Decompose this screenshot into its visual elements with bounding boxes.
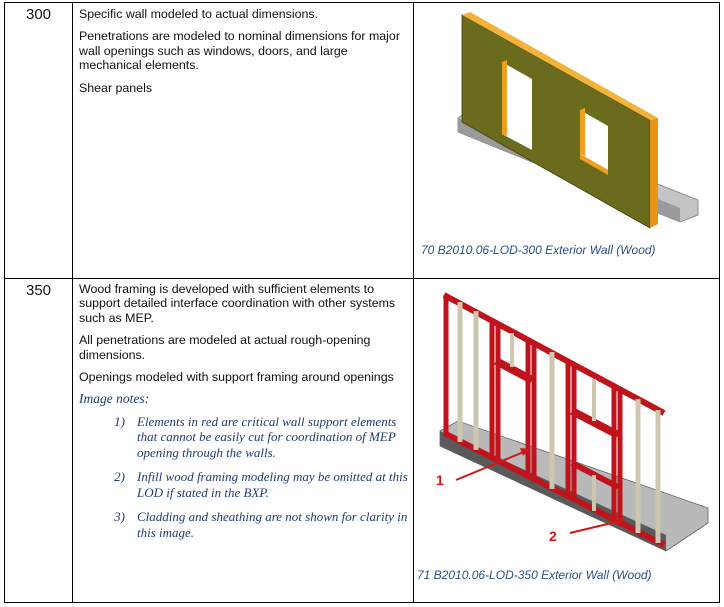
image-note: [79, 509, 409, 540]
callout-2-label: 2: [549, 528, 557, 544]
wall-end-edge: [650, 118, 658, 228]
window-frame-edge: [580, 108, 585, 156]
callout-2-leader: [570, 521, 620, 533]
description-paragraph: Penetrations are modeled to nominal dimensions for major wall openings such as windows, doors, and large mechanical elements.: [79, 29, 400, 73]
column-divider: [413, 3, 414, 602]
callout-1-label: 1: [436, 472, 444, 488]
wall-panel: [462, 15, 650, 228]
image-notes-title: Image notes:: [79, 391, 150, 407]
image-note: [79, 469, 409, 500]
image-note: [79, 414, 409, 461]
lod-300-caption: 70 B2010.06-LOD-300 Exterior Wall (Wood): [421, 243, 656, 257]
door-frame-edge: [502, 60, 507, 136]
description-paragraph: Specific wall modeled to actual dimensions.: [79, 7, 318, 21]
note-number: 2): [114, 469, 125, 485]
note-text: Infill wood framing modeling may be omitted at this LOD if stated in the BXP.: [137, 469, 408, 500]
description-paragraph: Shear panels: [79, 80, 153, 95]
note-number: 1): [114, 413, 125, 429]
description-paragraph: Wood framing is developed with sufficient elements to support detailed interface coordination with other systems such as MEP.: [79, 282, 396, 325]
lod-300-label: 300: [25, 6, 52, 23]
lod-350-framing-illustration: [418, 283, 718, 563]
lod-350-description: [79, 282, 409, 549]
description-paragraph: All penetrations are modeled at actual rough-opening dimensions.: [79, 333, 371, 362]
row-divider: [5, 278, 719, 279]
note-text: Elements in red are critical wall support elements that cannot be easily cut for coordination of MEP opening through the walls.: [137, 413, 397, 460]
lod-300-description: [79, 7, 409, 103]
description-paragraph: Openings modeled with support framing around openings: [79, 370, 394, 385]
column-divider: [72, 3, 73, 602]
lod-350-label: 350: [25, 282, 52, 299]
lod-350-caption: 71 B2010.06-LOD-350 Exterior Wall (Wood): [417, 568, 652, 582]
note-text: Cladding and sheathing are not shown for clarity in this image.: [137, 509, 408, 540]
lod-300-wall-illustration: [440, 10, 705, 235]
note-number: 3): [114, 509, 125, 525]
